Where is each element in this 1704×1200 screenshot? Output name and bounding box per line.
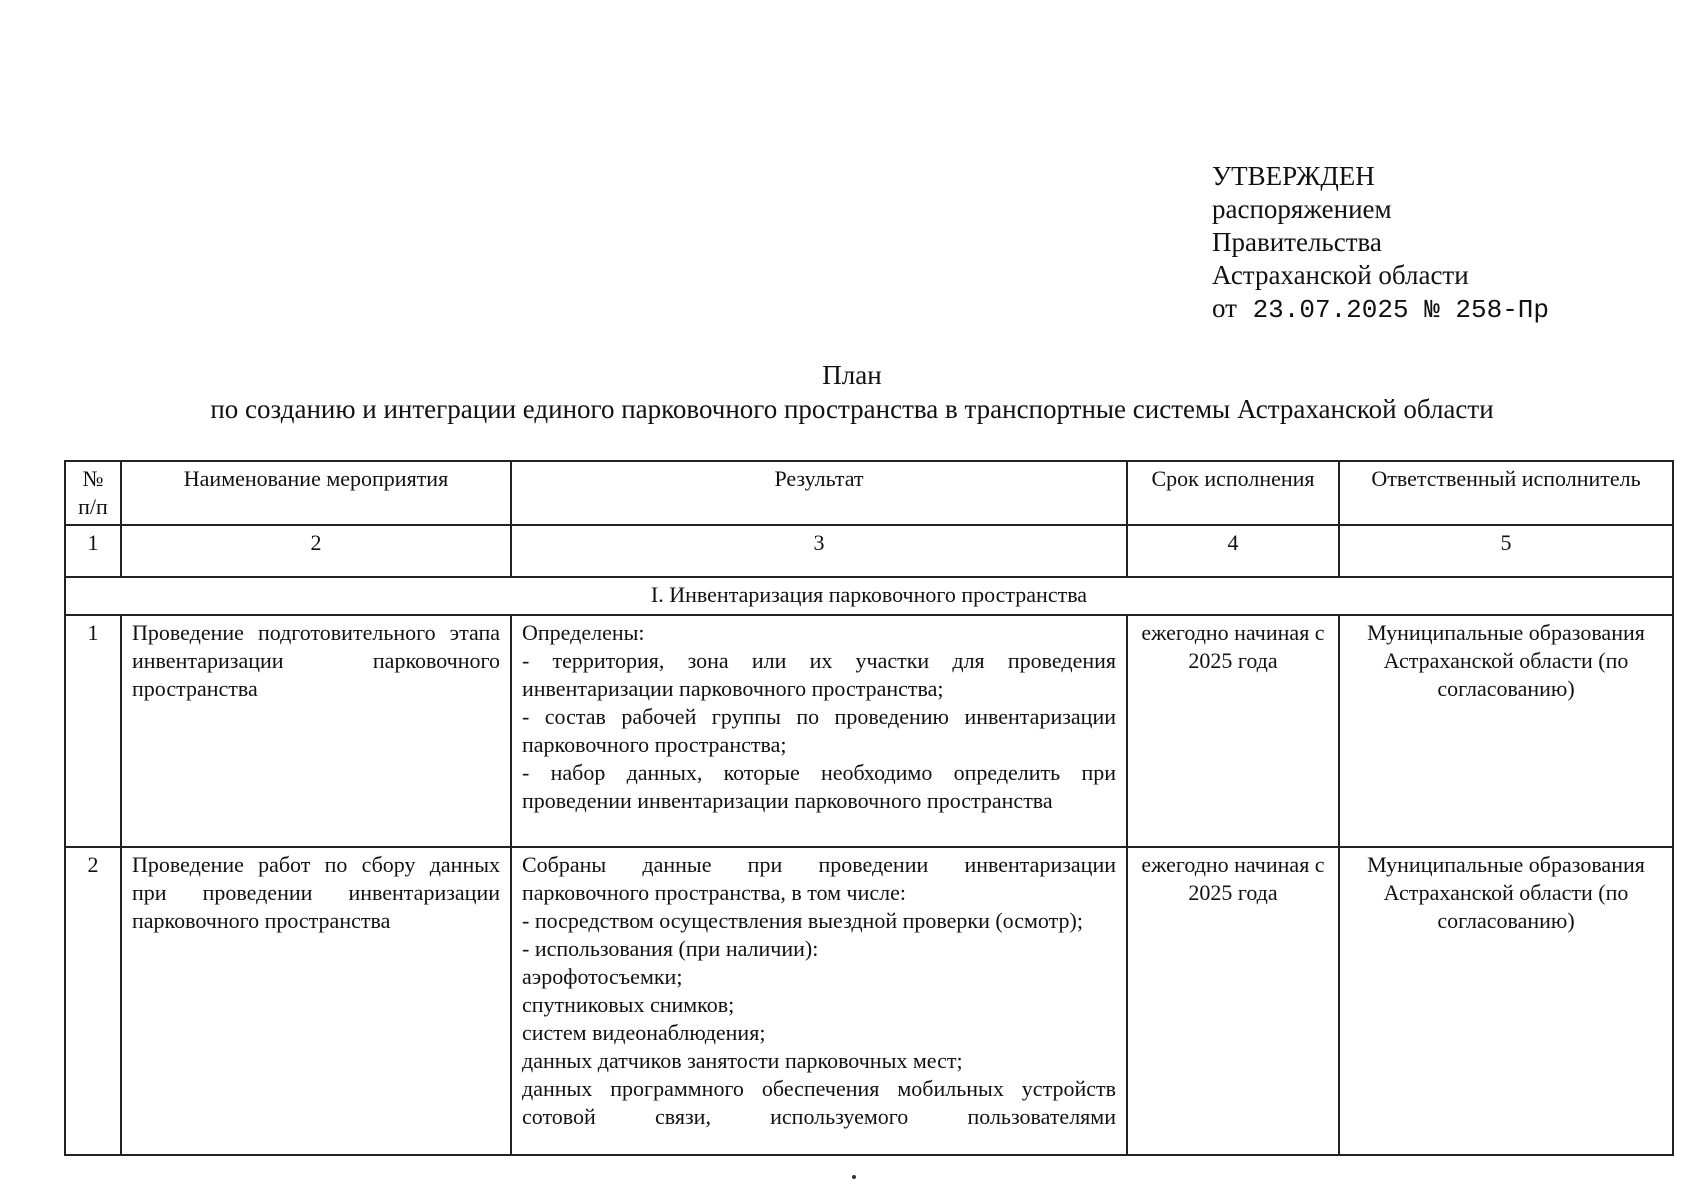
result-line: систем видеонаблюдения; <box>522 1020 766 1045</box>
header-result: Результат <box>511 461 1127 525</box>
row-number: 2 <box>65 847 121 1155</box>
result-line: аэрофотосъемки; <box>522 964 683 989</box>
approval-line-order: распоряжением <box>1212 194 1392 224</box>
section-row <box>65 577 1673 615</box>
section-title: I. Инвентаризация парковочного пространства <box>65 577 1673 615</box>
result-line: Определены: <box>522 620 645 645</box>
plan-table <box>64 460 1674 1156</box>
header-responsible: Ответственный исполнитель <box>1339 461 1673 525</box>
column-number-row <box>65 525 1673 577</box>
column-number: 1 <box>65 525 121 577</box>
header-number: № п/п <box>65 461 121 525</box>
table-row <box>65 615 1673 847</box>
row-activity-name: Проведение подготовительного этапа инвентаризации парковочного пространства <box>121 615 511 847</box>
approval-line-government: Правительства <box>1212 227 1382 257</box>
table-row <box>65 847 1673 1155</box>
row-result <box>511 615 1127 847</box>
approval-title: УТВЕРЖДЕН <box>1212 161 1375 191</box>
result-line: - состав рабочей группы по проведению инвентаризации парковочного пространства; <box>522 704 1116 757</box>
approval-date-line <box>1212 292 1549 327</box>
row-result <box>511 847 1127 1155</box>
table-header-row <box>65 461 1673 525</box>
plan-subtitle: по созданию и интеграции единого парковочного пространства в транспортные системы Астраханской области <box>210 394 1494 424</box>
row-activity-name: Проведение работ по сбору данных при проведении инвентаризации парковочного пространства <box>121 847 511 1155</box>
column-number: 3 <box>511 525 1127 577</box>
plan-title: План <box>822 360 882 390</box>
header-activity-name: Наименование мероприятия <box>121 461 511 525</box>
approval-date-number: 23.07.2025 № 258-Пр <box>1252 295 1550 325</box>
result-line: - набор данных, которые необходимо определить при проведении инвентаризации парковочного пространства <box>522 760 1116 813</box>
row-responsible: Муниципальные образования Астраханской области (по согласованию) <box>1339 847 1673 1155</box>
result-line: данных датчиков занятости парковочных мест; <box>522 1048 963 1073</box>
approval-date-prefix: от <box>1212 293 1237 323</box>
result-line: - территория, зона или их участки для проведения инвентаризации парковочного пространства; <box>522 648 1116 701</box>
row-responsible: Муниципальные образования Астраханской области (по согласованию) <box>1339 615 1673 847</box>
row-deadline: ежегодно начиная с 2025 года <box>1127 847 1339 1155</box>
result-line: Собраны данные при проведении инвентаризации парковочного пространства, в том числе: <box>522 852 1116 905</box>
column-number: 2 <box>121 525 511 577</box>
scan-speck <box>852 1175 856 1179</box>
row-number: 1 <box>65 615 121 847</box>
header-deadline: Срок исполнения <box>1127 461 1339 525</box>
column-number: 4 <box>1127 525 1339 577</box>
column-number: 5 <box>1339 525 1673 577</box>
plan-heading <box>0 358 1704 426</box>
result-line: - использования (при наличии): <box>522 936 819 961</box>
result-line: - посредством осуществления выездной проверки (осмотр); <box>522 908 1083 933</box>
result-line: данных программного обеспечения мобильных устройств сотовой связи, используемого пользователями <box>522 1076 1116 1129</box>
approval-stamp <box>1212 160 1549 327</box>
result-line: спутниковых снимков; <box>522 992 735 1017</box>
row-deadline: ежегодно начиная с 2025 года <box>1127 615 1339 847</box>
approval-line-region: Астраханской области <box>1212 260 1469 290</box>
